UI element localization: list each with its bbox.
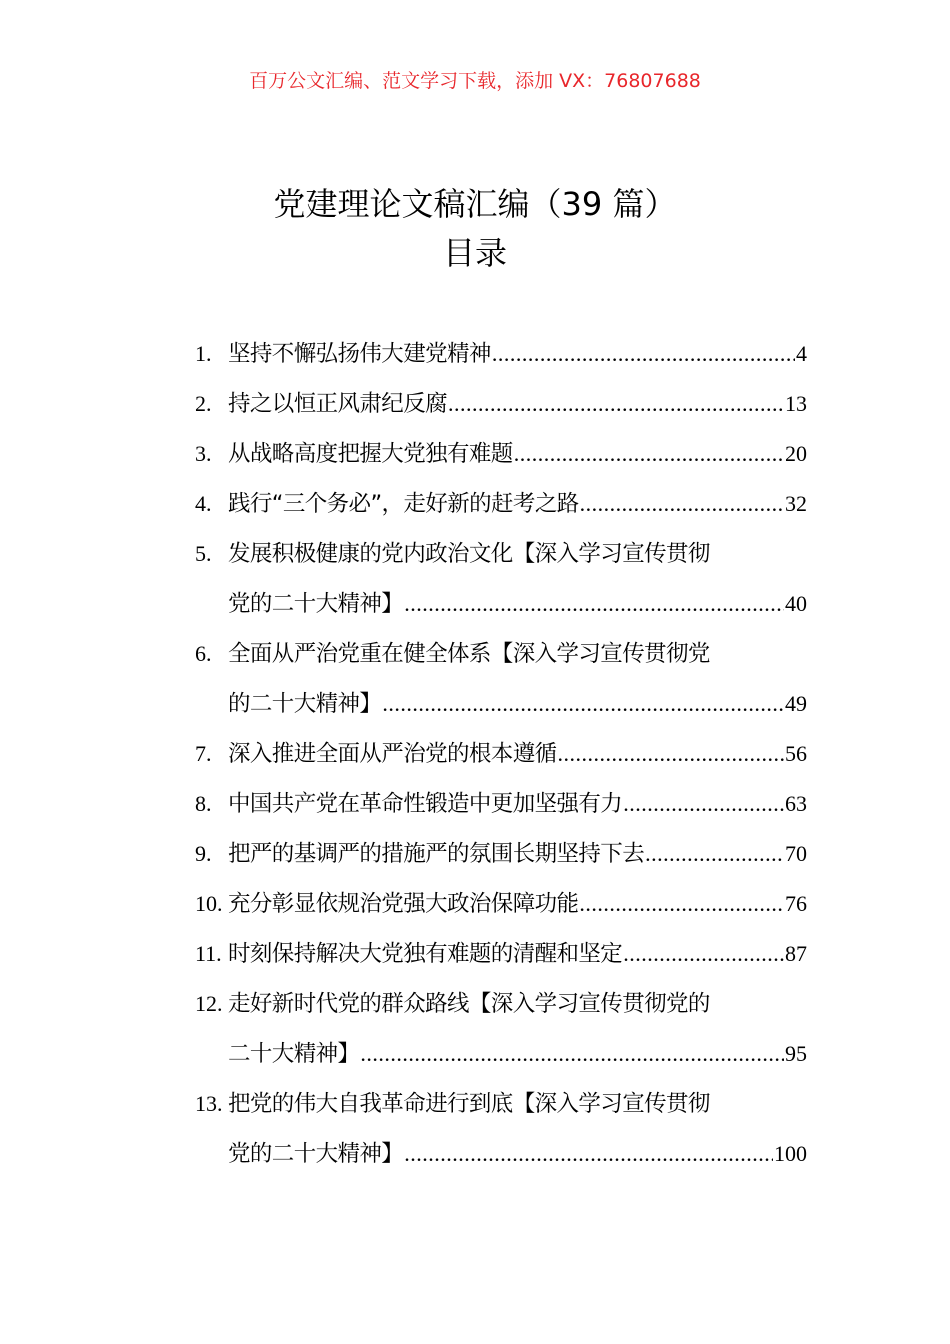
table-of-contents <box>195 329 807 1179</box>
toc-entry[interactable] <box>195 929 807 979</box>
toc-number: 9. <box>195 841 212 866</box>
toc-page-number: 56 <box>785 741 807 766</box>
toc-title: 把严的基调严的措施严的氛围长期坚持下去 <box>228 841 645 867</box>
toc-leader-dots <box>404 1129 773 1179</box>
toc-title: 把党的伟大自我革命进行到底【深入学习宣传贯彻 <box>228 1091 710 1117</box>
toc-line <box>195 579 807 629</box>
toc-number: 1. <box>195 341 212 366</box>
toc-line <box>195 879 807 929</box>
toc-page-number: 4 <box>796 341 807 366</box>
toc-title: 党的二十大精神】 <box>228 1141 404 1167</box>
toc-title: 充分彰显依规治党强大政治保障功能 <box>228 891 579 917</box>
toc-page-number: 63 <box>785 791 807 816</box>
toc-page-number: 13 <box>785 391 807 416</box>
toc-entry[interactable] <box>195 529 807 629</box>
toc-title: 走好新时代党的群众路线【深入学习宣传贯彻党的 <box>228 991 710 1017</box>
toc-number: 11. <box>195 941 222 966</box>
toc-entry[interactable] <box>195 829 807 879</box>
toc-line <box>195 779 807 829</box>
toc-title: 从战略高度把握大党独有难题 <box>228 441 513 467</box>
toc-title: 发展积极健康的党内政治文化【深入学习宣传贯彻 <box>228 541 710 567</box>
toc-line <box>195 1079 807 1129</box>
toc-number: 7. <box>195 741 212 766</box>
toc-page-number: 49 <box>785 691 807 716</box>
toc-entry[interactable] <box>195 879 807 929</box>
toc-leader-dots <box>580 479 784 529</box>
toc-title: 二十大精神】 <box>228 1041 360 1067</box>
toc-entry[interactable] <box>195 779 807 829</box>
toc-leader-dots <box>623 779 784 829</box>
toc-line <box>195 1029 807 1079</box>
toc-title: 全面从严治党重在健全体系【深入学习宣传贯彻党 <box>228 641 710 667</box>
toc-page-number: 87 <box>785 941 807 966</box>
toc-entry[interactable] <box>195 729 807 779</box>
toc-leader-dots <box>623 929 784 979</box>
toc-entry[interactable] <box>195 629 807 729</box>
toc-line <box>195 379 807 429</box>
toc-number: 6. <box>195 641 212 666</box>
toc-number: 5. <box>195 541 212 566</box>
toc-page-number: 76 <box>785 891 807 916</box>
toc-title: 时刻保持解决大党独有难题的清醒和坚定 <box>228 941 623 967</box>
toc-entry[interactable] <box>195 379 807 429</box>
toc-line <box>195 479 807 529</box>
toc-number: 3. <box>195 441 212 466</box>
toc-line <box>195 429 807 479</box>
toc-entry[interactable] <box>195 429 807 479</box>
toc-line <box>195 979 807 1029</box>
toc-title: 党的二十大精神】 <box>228 591 404 617</box>
toc-number: 10. <box>195 891 223 916</box>
toc-leader-dots <box>404 579 784 629</box>
toc-entry[interactable] <box>195 979 807 1079</box>
toc-entry[interactable] <box>195 329 807 379</box>
toc-line <box>195 929 807 979</box>
toc-page-number: 20 <box>785 441 807 466</box>
toc-leader-dots <box>514 429 784 479</box>
toc-line <box>195 529 807 579</box>
toc-page-number: 32 <box>785 491 807 516</box>
toc-line <box>195 679 807 729</box>
toc-leader-dots <box>645 829 784 879</box>
toc-entry[interactable] <box>195 1079 807 1179</box>
toc-page-number: 70 <box>785 841 807 866</box>
promo-header: 百万公文汇编、范文学习下载，添加 VX：76807688 <box>249 70 701 92</box>
toc-line <box>195 1129 807 1179</box>
toc-number: 12. <box>195 991 223 1016</box>
toc-title: 坚持不懈弘扬伟大建党精神 <box>228 341 491 367</box>
toc-title: 的二十大精神】 <box>228 691 382 717</box>
toc-line <box>195 329 807 379</box>
toc-number: 2. <box>195 391 212 416</box>
toc-leader-dots <box>360 1029 784 1079</box>
document-title: 党建理论文稿汇编（39 篇） <box>273 185 677 223</box>
toc-entry[interactable] <box>195 479 807 529</box>
toc-title: 践行“三个务必”，走好新的赶考之路 <box>228 491 579 517</box>
toc-number: 4. <box>195 491 212 516</box>
toc-leader-dots <box>558 729 784 779</box>
toc-leader-dots <box>448 379 784 429</box>
toc-title: 深入推进全面从严治党的根本遵循 <box>228 741 557 767</box>
toc-leader-dots <box>492 329 795 379</box>
toc-page-number: 95 <box>785 1041 807 1066</box>
toc-title: 中国共产党在革命性锻造中更加坚强有力 <box>228 791 623 817</box>
toc-number: 8. <box>195 791 212 816</box>
toc-page-number: 40 <box>785 591 807 616</box>
toc-line <box>195 829 807 879</box>
toc-heading: 目录 <box>442 234 507 272</box>
toc-page-number: 100 <box>774 1141 807 1166</box>
toc-line <box>195 629 807 679</box>
toc-number: 13. <box>195 1091 223 1116</box>
toc-title: 持之以恒正风肃纪反腐 <box>228 391 448 417</box>
toc-line <box>195 729 807 779</box>
toc-leader-dots <box>382 679 784 729</box>
toc-leader-dots <box>579 879 784 929</box>
